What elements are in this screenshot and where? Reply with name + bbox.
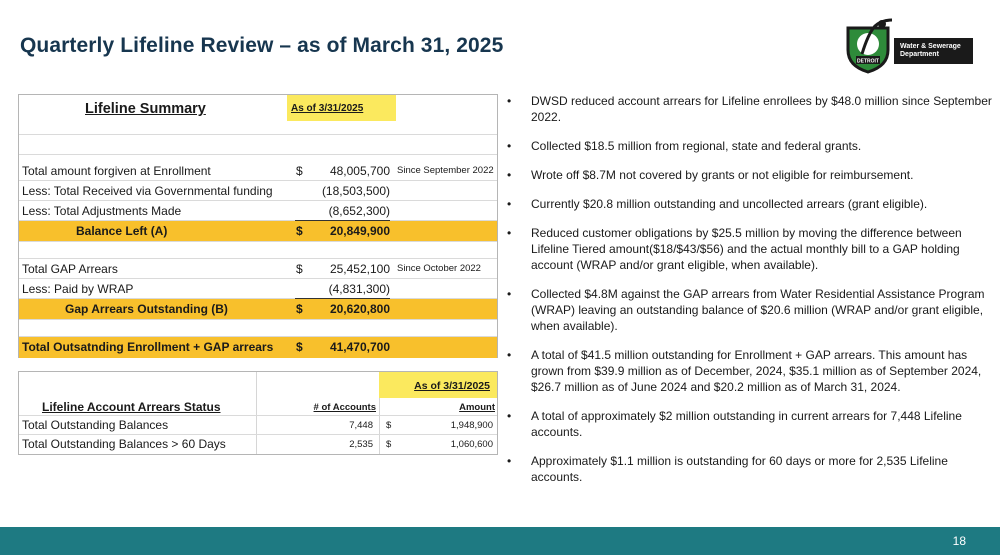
row-amount: 48,005,700 (329, 164, 390, 178)
svg-text:DETROIT: DETROIT (857, 58, 879, 65)
bullet-icon: • (507, 287, 512, 301)
summary-heading: Lifeline Summary (85, 101, 206, 117)
page-title: Quarterly Lifeline Review – as of March 31, 2025 (20, 34, 504, 57)
row-accounts: 2,535 (349, 439, 373, 450)
bullet-icon: • (507, 226, 512, 240)
dwsd-logo (842, 16, 973, 74)
row-amount: 20,849,900 (329, 224, 390, 238)
col-amount-header: Amount (459, 402, 495, 413)
row-amount: (18,503,500) (321, 184, 390, 198)
row-label: Total GAP Arrears (22, 262, 118, 276)
row-amount: 20,620,800 (329, 302, 390, 316)
row-note: Since October 2022 (397, 263, 481, 274)
status-date-cell (379, 372, 497, 398)
row-label: Total Outsatnding Enrollment + GAP arrears (22, 340, 274, 354)
status-heading: Lifeline Account Arrears Status (42, 400, 221, 414)
row-label: Less: Total Adjustments Made (22, 204, 182, 218)
summary-bullet-list (507, 93, 992, 485)
row-amount: 41,470,700 (329, 340, 390, 354)
detroit-seal-icon (842, 16, 898, 74)
row-dollar: $ (386, 420, 392, 431)
row-amount: (4,831,300) (328, 282, 390, 296)
row-dollar: $ (296, 302, 303, 316)
status-header-row (19, 398, 497, 416)
bullet-text: A total of $41.5 million outstanding for Enrollment + GAP arrears. This amount has grown from $39.9 million as of December, 2024, $35.1 million as of September 2024, $26.7 million as of June 2024 and $20.2 million as of March 31, 2024. (531, 348, 982, 394)
row-dollar: $ (296, 164, 303, 178)
summary-row-governmental (19, 181, 497, 201)
summary-row-gap-arrears (19, 259, 497, 279)
summary-row-adjustments (19, 201, 497, 221)
row-label: Total amount forgiven at Enrollment (22, 164, 211, 178)
summary-empty-row (19, 121, 497, 135)
summary-row-forgiven (19, 161, 497, 181)
footer-bar (0, 527, 1000, 555)
row-label: Less: Total Received via Governmental funding (22, 184, 273, 198)
bullet-icon: • (507, 454, 512, 468)
bullet-item (507, 286, 992, 334)
bullet-icon: • (507, 139, 512, 153)
row-note: Since September 2022 (397, 165, 494, 176)
row-label: Gap Arrears Outstanding (B) (65, 302, 228, 316)
row-amount: (8,652,300) (328, 204, 390, 218)
row-label: Total Outstanding Balances (22, 418, 169, 432)
row-amount: 1,060,600 (450, 439, 493, 450)
row-dollar: $ (296, 340, 303, 354)
bullet-text: A total of approximately $2 million outstanding in current arrears for 7,448 Lifeline accounts. (531, 409, 962, 439)
bullet-item (507, 408, 992, 440)
status-row-over-60-days (19, 435, 497, 454)
bullet-item (507, 453, 992, 485)
bullet-icon: • (507, 94, 512, 108)
row-label: Balance Left (A) (76, 224, 168, 238)
bullet-text: Collected $18.5 million from regional, state and federal grants. (531, 139, 862, 153)
row-dollar: $ (296, 224, 303, 238)
bullet-item (507, 196, 992, 212)
bullet-item (507, 93, 992, 125)
row-amount: 25,452,100 (329, 262, 390, 276)
lifeline-summary-table (18, 94, 498, 358)
summary-row-total (19, 337, 497, 358)
bullet-item (507, 347, 992, 395)
summary-date-cell (287, 95, 396, 121)
logo-line-1: Water & Sewerage (900, 43, 961, 50)
dwsd-logo-text (894, 38, 973, 64)
bullet-icon: • (507, 348, 512, 362)
row-label: Less: Paid by WRAP (22, 282, 134, 296)
bullet-text: DWSD reduced account arrears for Lifeline enrollees by $48.0 million since September 2022. (531, 94, 992, 124)
bullet-icon: • (507, 409, 512, 423)
logo-line-2: Department (900, 51, 939, 58)
bullet-item (507, 225, 992, 273)
bullet-text: Reduced customer obligations by $25.5 million by moving the difference between Lifeline Tiered amount($18/$43/$56) and the actual monthly bill to a GAP holding account (WRAP and/or grant eligible, when available). (531, 226, 962, 272)
summary-row-gap-outstanding (19, 299, 497, 320)
bullet-item (507, 167, 992, 183)
summary-date-label: As of 3/31/2025 (291, 103, 364, 114)
col-accounts-header: # of Accounts (313, 402, 376, 413)
row-amount: 1,948,900 (450, 420, 493, 431)
summary-empty-row (19, 242, 497, 259)
bullet-text: Wrote off $8.7M not covered by grants or not eligible for reimbursement. (531, 168, 914, 182)
summary-empty-row (19, 320, 497, 337)
bullet-text: Approximately $1.1 million is outstanding for 60 days or more for 2,535 Lifeline accounts. (531, 454, 948, 484)
row-dollar: $ (296, 262, 303, 276)
summary-row-wrap (19, 279, 497, 299)
arrears-status-table (18, 371, 498, 455)
page-number: 18 (952, 534, 966, 548)
row-accounts: 7,448 (349, 420, 373, 431)
row-dollar: $ (386, 439, 392, 450)
row-label: Total Outstanding Balances > 60 Days (22, 437, 226, 451)
bullet-icon: • (507, 168, 512, 182)
summary-row-balance-left (19, 221, 497, 242)
bullet-item (507, 138, 992, 154)
bullet-text: Collected $4.8M against the GAP arrears from Water Residential Assistance Program (WRAP) leaving an outstanding balance of $20.6 million (WRAP and/or grant eligible, when available). (531, 287, 985, 333)
summary-empty-row (19, 135, 497, 155)
bullet-text: Currently $20.8 million outstanding and uncollected arrears (grant eligible). (531, 197, 928, 211)
summary-header-row (19, 95, 497, 121)
status-row-outstanding (19, 416, 497, 435)
status-date-label: As of 3/31/2025 (414, 380, 490, 392)
bullet-icon: • (507, 197, 512, 211)
